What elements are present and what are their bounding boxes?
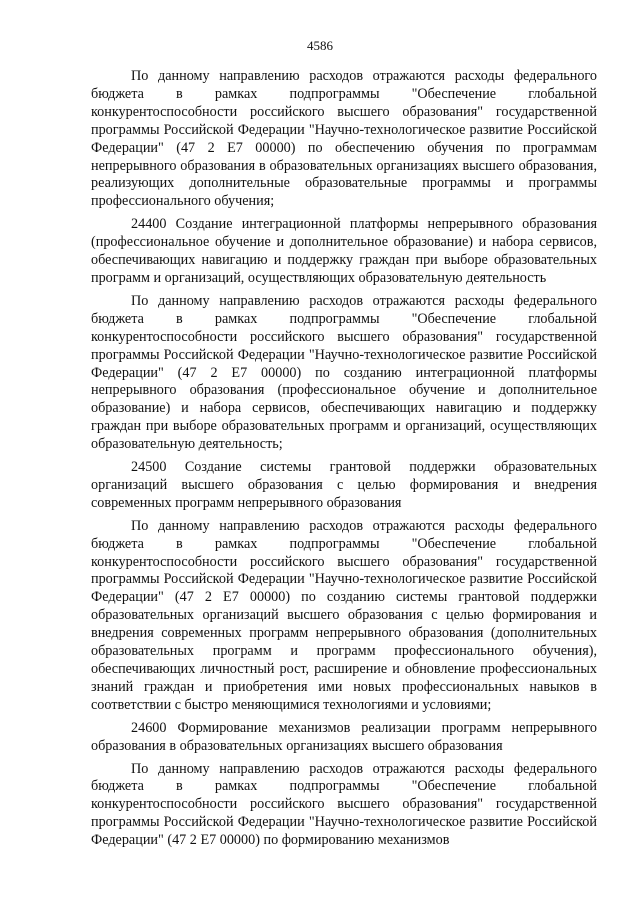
paragraph-expense-description-2: По данному направлению расходов отражаются расходы федерального бюджета в рамках подпрограммы "Обеспечение глобальной конкурентоспособности российского высшего образования" государственной программы Российской Федерации "Научно-технологическое развитие Российской Федерации" (47 2 Е7 00000) по созданию интеграционной платформы непрерывного образования (профессиональное обучение и дополнительное образование) и набора сервисов, обеспечивающих навигацию и поддержку граждан при выборе образовательных программ и организаций, осуществляющих образовательную деятельность; — [91, 292, 597, 453]
paragraph-expense-description-3: По данному направлению расходов отражаются расходы федерального бюджета в рамках подпрограммы "Обеспечение глобальной конкурентоспособности российского высшего образования" государственной программы Российской Федерации "Научно-технологическое развитие Российской Федерации" (47 2 Е7 00000) по созданию системы грантовой поддержки образовательных организаций высшего образования с целью формирования и внедрения современных программ непрерывного образования (дополнительных образовательных программ и программ профессионального обучения), обеспечивающих личностный рост, расширение и обновление профессиональных знаний граждан и приобретения ими новых профессиональных навыков в соответствии с быстро меняющимися технологиями и условиями; — [91, 517, 597, 713]
page-number: 4586 — [307, 38, 333, 53]
paragraph-expense-description-4: По данному направлению расходов отражаются расходы федерального бюджета в рамках подпрограммы "Обеспечение глобальной конкурентоспособности российского высшего образования" государственной программы Российской Федерации "Научно-технологическое развитие Российской Федерации" (47 2 Е7 00000) по формированию механизмов — [91, 760, 597, 849]
paragraph-code-24400: 24400 Создание интеграционной платформы непрерывного образования (профессиональное обучение и дополнительное образование) и набора сервисов, обеспечивающих навигацию и поддержку граждан при выборе образовательных программ и организаций, осуществляющих образовательную деятельность — [91, 216, 597, 286]
paragraph-code-24500: 24500 Создание системы грантовой поддержки образовательных организаций высшего образования с целью формирования и внедрения современных программ непрерывного образования — [91, 459, 597, 511]
paragraph-expense-description-1: По данному направлению расходов отражаются расходы федерального бюджета в рамках подпрограммы "Обеспечение глобальной конкурентоспособности российского высшего образования" государственной программы Российской Федерации "Научно-технологическое развитие Российской Федерации" (47 2 Е7 00000) по обеспечению обучения по программам непрерывного образования в образовательных организациях высшего образования, реализующих дополнительные образовательные программы и программы профессионального обучения; — [91, 68, 597, 210]
document-body — [91, 68, 597, 855]
paragraph-code-24600: 24600 Формирование механизмов реализации программ непрерывного образования в образовательных организациях высшего образования — [91, 719, 597, 754]
